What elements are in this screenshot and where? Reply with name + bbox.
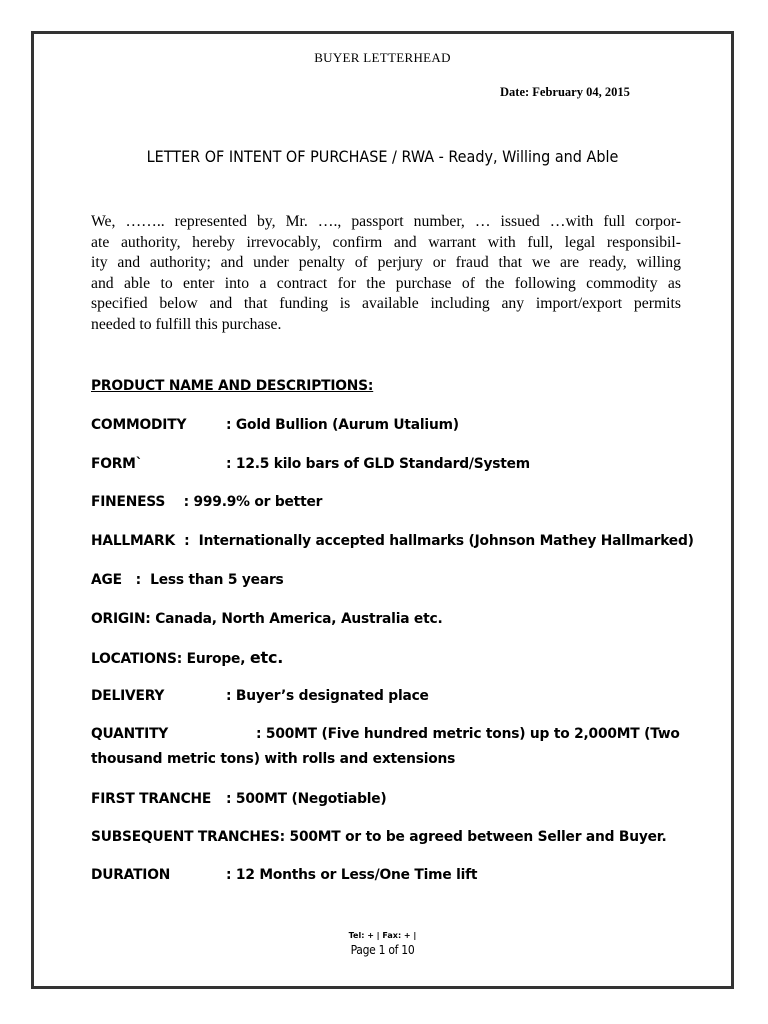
form-label: FORM` (91, 456, 143, 472)
document-page (31, 31, 734, 989)
paragraph-line: ity and authority; and under penalty of perjury or fraud that we are ready, willing (91, 254, 681, 271)
paragraph-line: needed to fulfill this purchase. (91, 315, 282, 333)
locations-line (91, 648, 283, 667)
paragraph-line: and able to enter into a contract for the purchase of the following commodity as (91, 274, 681, 292)
commodity-value: : Gold Bullion (Aurum Utalium) (226, 417, 459, 433)
fineness-line: FINENESS : 999.9% or better (91, 494, 323, 510)
letterhead: BUYER LETTERHEAD (314, 50, 451, 65)
duration-value: : 12 Months or Less/One Time lift (226, 867, 478, 883)
delivery-value: : Buyer’s designated place (226, 688, 429, 704)
intro-paragraph (91, 212, 681, 335)
hallmark-line: HALLMARK : Internationally accepted hallmarks (Johnson Mathey Hallmarked) (91, 533, 694, 549)
locations-text: LOCATIONS: Europe, (91, 651, 250, 667)
delivery-label: DELIVERY (91, 688, 165, 704)
document-title: LETTER OF INTENT OF PURCHASE / RWA - Ready, Willing and Able (146, 147, 619, 166)
paragraph-line: specified below and that funding is available including any import/export permits (91, 295, 681, 312)
form-value: : 12.5 kilo bars of GLD Standard/System (226, 456, 530, 472)
letter-date: Date: February 04, 2015 (500, 85, 630, 99)
commodity-label: COMMODITY (91, 417, 187, 433)
duration-label: DURATION (91, 867, 171, 883)
paragraph-line: We, …….. represented by, Mr. …., passport number, … issued …with full corpor- (91, 213, 681, 230)
product-heading: PRODUCT NAME AND DESCRIPTIONS: (91, 378, 374, 394)
footer-contact: Tel: + | Fax: + | (348, 931, 417, 940)
subsequent-tranches-line: SUBSEQUENT TRANCHES: 500MT or to be agreed between Seller and Buyer. (91, 829, 667, 845)
quantity-value: : 500MT (Five hundred metric tons) up to 2,000MT (Two (256, 726, 680, 742)
page-number: Page 1 of 10 (350, 943, 415, 957)
quantity-continued: thousand metric tons) with rolls and extensions (91, 751, 456, 767)
paragraph-line: ate authority, hereby irrevocably, confirm and warrant with full, legal responsibil- (91, 233, 681, 251)
first-tranche-value: : 500MT (Negotiable) (226, 791, 387, 807)
quantity-label: QUANTITY (91, 726, 169, 742)
locations-etc: etc. (249, 648, 284, 667)
age-line: AGE : Less than 5 years (91, 572, 284, 588)
origin-line: ORIGIN: Canada, North America, Australia etc. (91, 611, 443, 627)
first-tranche-label: FIRST TRANCHE (91, 791, 212, 807)
